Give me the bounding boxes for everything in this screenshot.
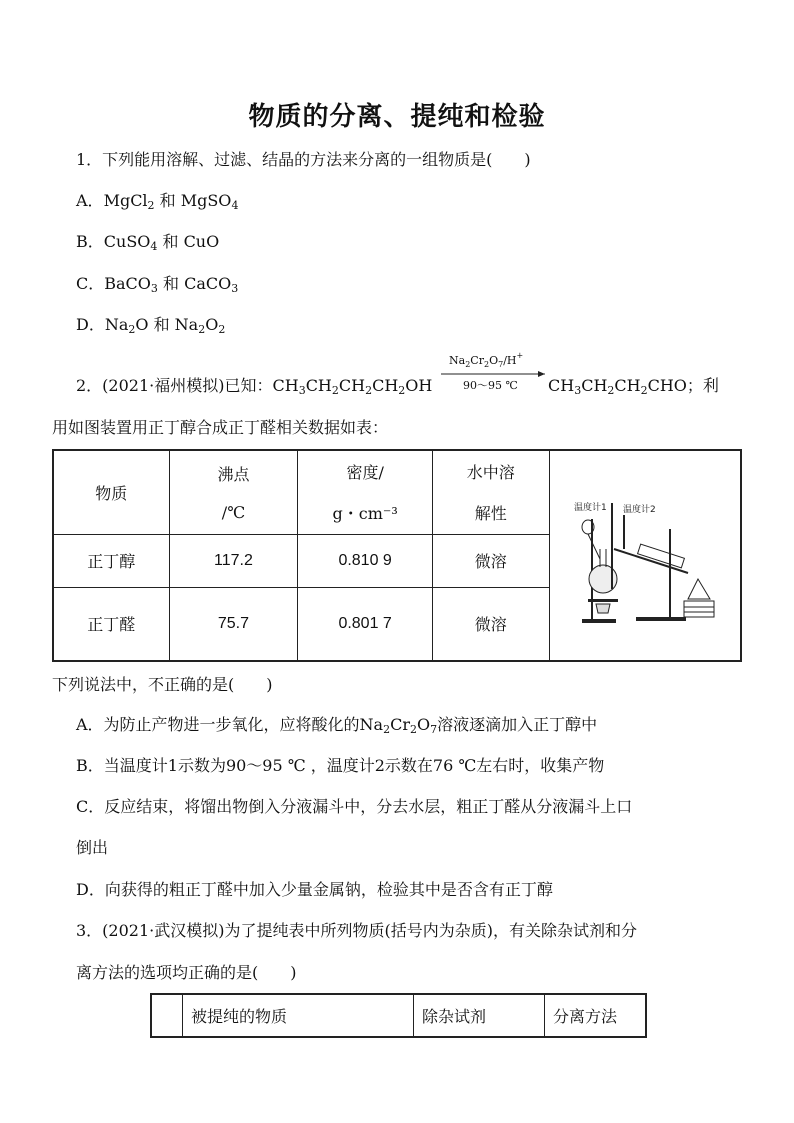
header-bp: 沸点 /℃ (169, 450, 298, 534)
q3-table (150, 993, 647, 1038)
svg-text:温度计2: 温度计2 (622, 504, 656, 515)
q1-option-c: C．BaCO$_3$ 和 CaCO$_3$ (76, 274, 239, 295)
row-butanol-bp: 117.2 (169, 534, 298, 587)
q3-line2: 离方法的选项均正确的是( ) (76, 963, 297, 982)
q3-line1: 3．(2021·武汉模拟)为了提纯表中所列物质(括号内为杂质)，有关除杂试剂和分 (76, 921, 637, 940)
reaction-arrow (441, 351, 549, 394)
reagent-top: $Na_2Cr_2O_7/H^+$ (449, 351, 524, 369)
row-butanal-solubility: 微溶 (432, 587, 549, 661)
q2-question: 下列说法中，不正确的是( ) (52, 675, 273, 694)
q2-product: $CH_3CH_2CH_2CHO$；利 (548, 376, 719, 397)
q1-option-d: D．$Na_2O$ 和 $Na_2O_2$ (76, 315, 226, 336)
row-butanol-density: 0.810 9 (298, 534, 433, 587)
svg-text:温度计1: 温度计1 (573, 502, 607, 513)
q2-option-c-line1: C．反应结束，将馏出物倒入分液漏斗中，分去水层，粗正丁醛从分液漏斗上口 (76, 797, 633, 816)
q2-option-d: D．向获得的粗正丁醛中加入少量金属钠，检验其中是否含有正丁醇 (76, 880, 553, 899)
row-butanal-name: 正丁醛 (53, 587, 169, 661)
q3-header-reagent: 除杂试剂 (414, 994, 545, 1037)
q2-prefix: 2．(2021·福州模拟)已知：$CH_3CH_2CH_2CH_2OH$ (76, 376, 433, 397)
q1-option-a: A．MgCl$_2$ 和 MgSO$_4$ (76, 191, 239, 212)
q2-option-b: B．当温度计1示数为90～95 ℃ ，温度计2示数在76 ℃左右时，收集产物 (76, 756, 605, 775)
row-butanol-name: 正丁醇 (53, 534, 169, 587)
q3-header-method: 分离方法 (545, 994, 647, 1037)
q3-header-blank (151, 994, 183, 1037)
header-density: 密度/ g・cm⁻³ (298, 450, 433, 534)
q1-stem: 1．下列能用溶解、过滤、结晶的方法来分离的一组物质是( ) (76, 150, 531, 169)
row-butanal-bp: 75.7 (169, 587, 298, 661)
reactant-formula: $CH_3CH_2CH_2CH_2OH$ (272, 376, 433, 397)
page-title: 物质的分离、提纯和检验 (248, 102, 546, 132)
row-butanol-solubility: 微溶 (432, 534, 549, 587)
header-solubility: 水中溶 解性 (432, 450, 549, 534)
apparatus-figure (549, 450, 741, 661)
row-butanal-density: 0.801 7 (298, 587, 433, 661)
q1-option-b: B．CuSO$_4$ 和 CuO (76, 232, 220, 253)
header-substance: 物质 (53, 450, 169, 534)
reagent-bottom: 90～95 ℃ (463, 379, 518, 392)
q2-option-a: A．为防止产物进一步氧化，应将酸化的$Na_2Cr_2O_7$溶液逐滴加入正丁醇中 (76, 715, 598, 736)
q3-header-substance: 被提纯的物质 (183, 994, 414, 1037)
q2-line2: 用如图装置用正丁醇合成正丁醛相关数据如表： (52, 418, 389, 437)
distillation-apparatus-icon (570, 479, 720, 629)
q2-option-c-line2: 倒出 (76, 838, 109, 857)
q2-data-table (52, 449, 742, 662)
